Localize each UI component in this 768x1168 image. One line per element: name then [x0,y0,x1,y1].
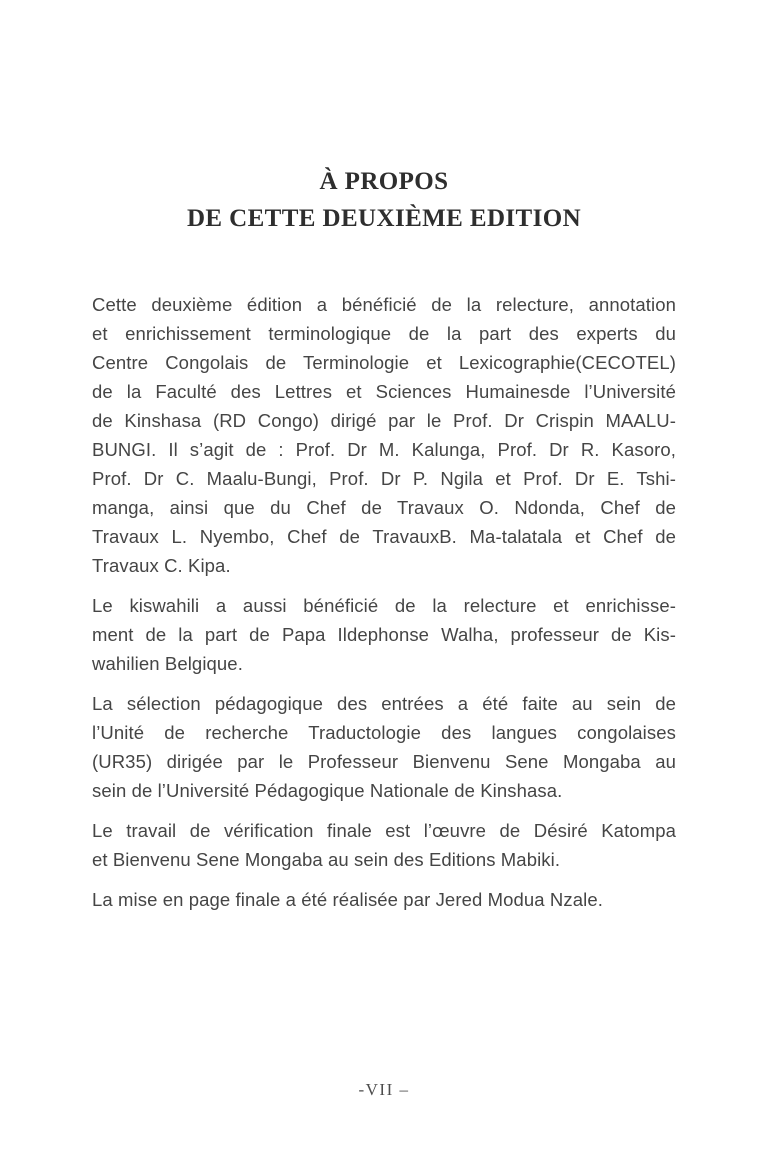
text-line: Centre Congolais de Terminologie et Lexicographie(CECOTEL) [92,352,676,373]
text-line: ment de la part de Papa Ildephonse Walha, professeur de Kis- [92,624,676,645]
page-footer [0,1080,768,1100]
paragraph [92,885,676,914]
paragraph [92,290,676,580]
text-line: Travaux C. Kipa. [92,555,231,576]
paragraph [92,816,676,874]
paragraph [92,591,676,678]
text-line: sein de l’Université Pédagogique Nationale de Kinshasa. [92,780,563,801]
text-line: La sélection pédagogique des entrées a été faite au sein de [92,693,676,714]
text-line: et enrichissement terminologique de la part des experts du [92,323,676,344]
text-line: BUNGI. Il s’agit de : Prof. Dr M. Kalunga, Prof. Dr R. Kasoro, [92,439,676,460]
page-number: -VII – [358,1080,410,1099]
text-line: Cette deuxième édition a bénéficié de la relecture, annotation [92,294,676,315]
text-line: de Kinshasa (RD Congo) dirigé par le Prof. Dr Crispin MAALU- [92,410,676,431]
text-line: (UR35) dirigée par le Professeur Bienvenu Sene Mongaba au [92,751,676,772]
text-line: l’Unité de recherche Traductologie des langues congolaises [92,722,676,743]
text-line: et Bienvenu Sene Mongaba au sein des Editions Mabiki. [92,849,561,870]
text-line: La mise en page finale a été réalisée par Jered Modua Nzale. [92,889,603,910]
text-line: wahilien Belgique. [92,653,243,674]
text-line: Prof. Dr C. Maalu-Bungi, Prof. Dr P. Ngila et Prof. Dr E. Tshi- [92,468,676,489]
text-line: manga, ainsi que du Chef de Travaux O. Ndonda, Chef de [92,497,676,518]
text-line: Le travail de vérification finale est l’œuvre de Désiré Katompa [92,820,676,841]
text-line: de la Faculté des Lettres et Sciences Humainesde l’Université [92,381,676,402]
title-line-2: DE CETTE DEUXIÈME EDITION [186,205,582,232]
text-line: Le kiswahili a aussi bénéficié de la relecture et enrichisse- [92,595,676,616]
body-text [92,290,676,925]
text-line: Travaux L. Nyembo, Chef de TravauxB. Ma-talatala et Chef de [92,526,676,547]
page-title [0,163,768,237]
title-line-1: À PROPOS [319,168,449,195]
paragraph [92,689,676,805]
